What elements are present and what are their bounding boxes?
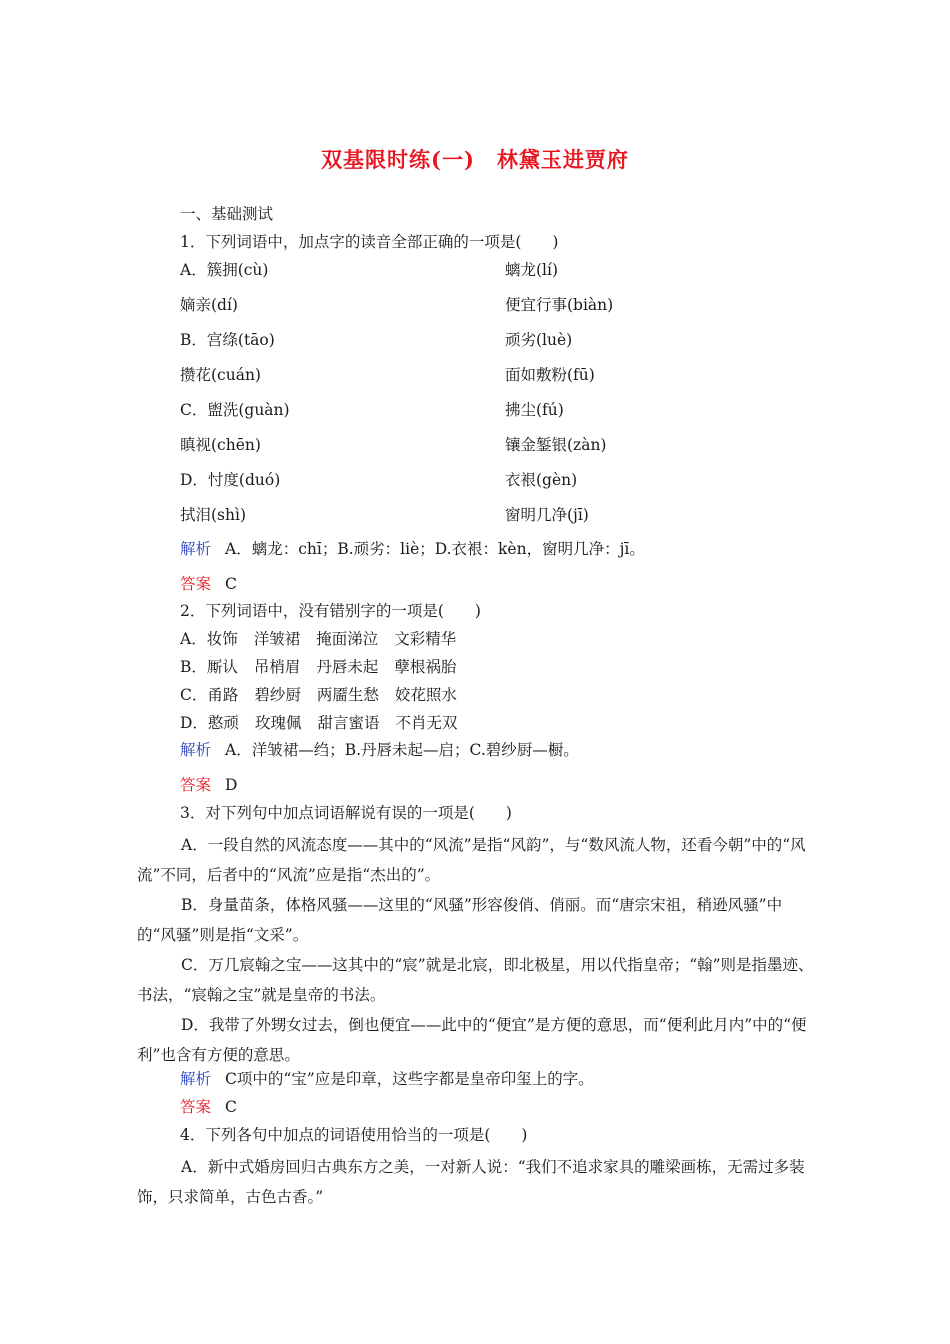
q2-answer [180, 774, 237, 796]
q4-option-a: A．新中式婚房回归古典东方之美，一对新人说：“我们不追求家具的雕梁画栋，无需过多装饰，只求简单，古色古香。” [137, 1158, 805, 1206]
q3-analysis [180, 1068, 594, 1090]
q1-row-3-left: B．宫绦(tāo) [180, 331, 275, 349]
q3-answer-label: 答案 [180, 1098, 212, 1116]
q2-b-3: 丹唇未起 [316, 658, 379, 676]
q1-answer-text: C [225, 575, 237, 593]
q2-analysis-label: 解析 [180, 741, 212, 759]
q1-row-2-right: 便宜行事(biàn) [505, 296, 614, 314]
q1-analysis [180, 538, 645, 560]
q2-stem: 2．下列词语中，没有错别字的一项是( ) [180, 602, 481, 620]
q4-stem: 4．下列各句中加点的词语使用恰当的一项是( ) [180, 1126, 528, 1144]
q3-answer-text: C [225, 1098, 237, 1116]
q2-b-1: B．厮认 [180, 658, 238, 676]
q2-a-4: 文彩精华 [394, 630, 457, 648]
q2-row-a [180, 628, 456, 650]
q2-answer-label: 答案 [180, 776, 212, 794]
q1-analysis-text: A．螭龙：chī；B.顽劣：liè；D.衣裉：kèn，窗明几净：jī。 [225, 540, 645, 558]
q2-c-4: 姣花照水 [394, 686, 457, 704]
q1-row-4-right: 面如敷粉(fū) [505, 366, 595, 384]
q2-row-c [180, 684, 457, 706]
q2-c-1: C．甬路 [180, 686, 239, 704]
q2-analysis [180, 739, 579, 761]
q1-answer-label: 答案 [180, 575, 212, 593]
q1-row-3-right: 顽劣(luè) [505, 331, 573, 349]
q3-option-a: A．一段自然的风流态度——其中的“风流”是指“风韵”，与“数风流人物，还看今朝”中的“风流”不同，后者中的“风流”应是指“杰出的”。 [137, 836, 806, 884]
q3-option-d: D．我带了外甥女过去，倒也便宜——此中的“便宜”是方便的意思，而“便利此月内”中的“便利”也含有方便的意思。 [137, 1016, 807, 1064]
q2-c-3: 两靥生愁 [316, 686, 379, 704]
q3-option-b: B．身量苗条，体格风骚——这里的“风骚”形容俊俏、俏丽。而“唐宗宋祖，稍逊风骚”中的“风骚”则是指“文采”。 [137, 896, 783, 944]
q2-analysis-text: A．洋皱裙—绉；B.丹唇未起—启；C.碧纱厨—橱。 [225, 741, 579, 759]
q2-d-1: D．憨顽 [180, 714, 239, 732]
q2-a-2: 洋皱裙 [253, 630, 301, 648]
q2-d-3: 甜言蜜语 [317, 714, 380, 732]
q2-d-2: 玫瑰佩 [254, 714, 302, 732]
q1-row-7-left: D．忖度(duó) [180, 471, 281, 489]
q1-row-6-right: 镶金錾银(zàn) [505, 436, 607, 454]
q2-b-4: 孽根祸胎 [394, 658, 457, 676]
q1-row-5-right: 拂尘(fú) [505, 401, 564, 419]
q1-row-8-right: 窗明几净(jī) [505, 506, 589, 524]
q1-row-4-left: 攒花(cuán) [180, 366, 261, 384]
q1-stem: 1．下列词语中，加点字的读音全部正确的一项是( ) [180, 233, 559, 251]
q2-answer-text: D [225, 776, 238, 794]
q3-stem: 3．对下列句中加点词语解说有误的一项是( ) [180, 804, 512, 822]
q1-answer [180, 573, 237, 595]
q3-answer [180, 1096, 237, 1118]
page-title: 双基限时练(一) 林黛玉进贾府 [321, 147, 629, 172]
q1-analysis-label: 解析 [180, 540, 212, 558]
q2-row-d [180, 712, 457, 734]
q3-analysis-label: 解析 [180, 1070, 212, 1088]
q2-d-4: 不肖无双 [395, 714, 458, 732]
q3-option-c: C．万几宸翰之宝——这其中的“宸”就是北宸，即北极星，用以代指皇帝；“翰”则是指墨迹、书法，“宸翰之宝”就是皇帝的书法。 [137, 956, 814, 1004]
q1-row-6-left: 瞋视(chēn) [180, 436, 261, 454]
q1-row-8-left: 拭泪(shì) [180, 506, 246, 524]
section-heading: 一、基础测试 [180, 205, 274, 223]
q2-a-1: A．妆饰 [180, 630, 238, 648]
q1-row-2-left: 嫡亲(dí) [180, 296, 238, 314]
q1-row-1-left: A．簇拥(cù) [180, 261, 269, 279]
q1-row-7-right: 衣裉(gèn) [505, 471, 578, 489]
q1-row-5-left: C．盥洗(guàn) [180, 401, 290, 419]
q2-c-2: 碧纱厨 [254, 686, 301, 704]
q1-row-1-right: 螭龙(lí) [505, 261, 559, 279]
q2-row-b [180, 656, 456, 678]
q2-a-3: 掩面涕泣 [316, 630, 379, 648]
q2-b-2: 吊梢眉 [253, 658, 301, 676]
q3-analysis-text: C项中的“宝”应是印章，这些字都是皇帝印玺上的字。 [225, 1070, 594, 1088]
